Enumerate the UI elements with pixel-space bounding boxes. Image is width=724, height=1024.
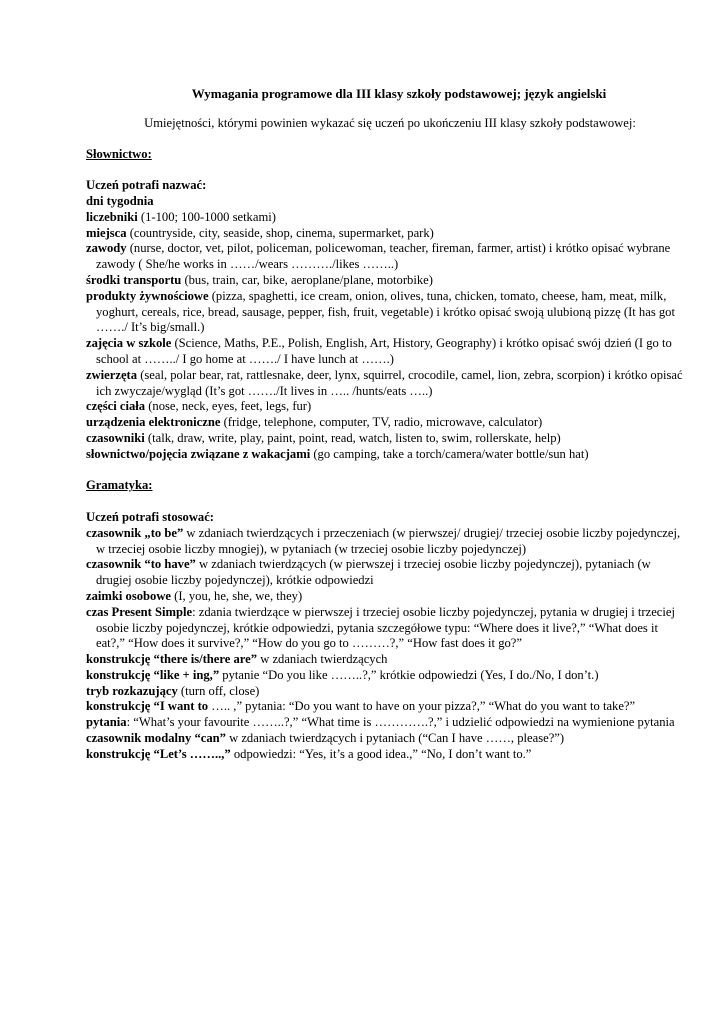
document-title: Wymagania programowe dla III klasy szkoły podstawowej; język angielski bbox=[191, 86, 607, 101]
vocab-item-days bbox=[86, 194, 686, 210]
vocabulary-lead: Uczeń potrafi nazwać: bbox=[86, 178, 207, 193]
grammar-term: czas Present Simple bbox=[86, 604, 193, 619]
vocab-term: części ciała bbox=[86, 399, 146, 414]
grammar-text: pytanie “Do you like ……..?,” krótkie odpowiedzi (Yes, I do./No, I don’t.) bbox=[219, 667, 599, 682]
grammar-item-there-is bbox=[86, 652, 686, 668]
grammar-term: zaimki osobowe bbox=[86, 588, 172, 603]
vocab-text: (nurse, doctor, vet, pilot, policeman, policewoman, teacher, fireman, farmer, artist) i krótko opisać wybrane zawody ( She/he works in ……/wears ………./likes ……..) bbox=[96, 241, 671, 272]
vocab-item-school-subjects bbox=[86, 336, 686, 368]
grammar-item-like-ing bbox=[86, 668, 686, 684]
grammar-text: odpowiedzi: “Yes, it’s a good idea.,” “No, I don’t want to.” bbox=[230, 746, 532, 761]
grammar-term: czasownik modalny “can” bbox=[86, 731, 226, 746]
section-heading-vocabulary: Słownictwo: bbox=[86, 146, 152, 161]
grammar-item-imperative bbox=[86, 684, 686, 700]
vocab-term: urządzenia elektroniczne bbox=[86, 415, 221, 430]
vocab-item-places bbox=[86, 226, 686, 242]
vocab-term: słownictwo/pojęcia związane z wakacjami bbox=[86, 446, 311, 461]
grammar-item-present-simple bbox=[86, 605, 686, 652]
grammar-item-can bbox=[86, 731, 686, 747]
vocab-term: liczebniki bbox=[86, 209, 138, 224]
vocab-term: zajęcia w szkole bbox=[86, 336, 172, 351]
vocab-item-holidays bbox=[86, 447, 686, 463]
grammar-item-questions bbox=[86, 715, 686, 731]
vocab-text: (countryside, city, seaside, shop, cinema, supermarket, park) bbox=[126, 225, 434, 240]
document-intro: Umiejętności, którymi powinien wykazać się uczeń po ukończeniu III klasy szkoły podstawowej: bbox=[144, 115, 636, 130]
section-heading-grammar: Gramatyka: bbox=[86, 478, 153, 493]
grammar-item-i-want-to bbox=[86, 699, 686, 715]
vocab-text: (pizza, spaghetti, ice cream, onion, olives, tuna, chicken, tomato, cheese, ham, meat, milk, yoghurt, cereals, rice, bread, sausage, pepper, fish, fruit, vegetable) i krótko opisać swoją ulubioną pizzę (It has got ……./ It’s big/small.) bbox=[96, 288, 675, 335]
grammar-text: w zdaniach twierdzących (w pierwszej i trzeciej osobie liczby pojedynczej), pytaniach (w drugiej osobie liczby pojedynczej), krótkie odpowiedzi bbox=[96, 557, 651, 588]
grammar-term: konstrukcję “Let’s ……..,” bbox=[86, 746, 231, 761]
grammar-text: w zdaniach twierdzących bbox=[257, 652, 388, 667]
vocab-item-electronics bbox=[86, 415, 686, 431]
vocab-item-animals bbox=[86, 368, 686, 400]
vocab-text: (bus, train, car, bike, aeroplane/plane, motorbike) bbox=[181, 272, 433, 287]
grammar-term: czasownik „to be” bbox=[86, 525, 184, 540]
spacer bbox=[86, 494, 686, 510]
vocab-text: (1-100; 100-1000 setkami) bbox=[137, 209, 276, 224]
grammar-text: (I, you, he, she, we, they) bbox=[171, 588, 303, 603]
grammar-item-lets bbox=[86, 747, 686, 763]
vocab-text: (seal, polar bear, rat, rattlesnake, deer, lynx, squirrel, crocodile, camel, lion, zebra, scorpion) i krótko opisać ich zwyczaje/wygląd (It’s got ……./It lives in ….. /hunts/eats …..) bbox=[96, 367, 683, 398]
document-page bbox=[86, 86, 686, 763]
grammar-term: pytania bbox=[86, 715, 127, 730]
spacer bbox=[86, 162, 686, 178]
grammar-text: : zdania twierdzące w pierwszej i trzeciej osobie liczby pojedynczej, pytania w drugiej i trzeciej osobie liczby pojedynczej, krótkie odpowiedzi, pytania szczegółowe typu: “Where does it live?,” “What does it eat?,” “How does it survive?,” “How do you go to ………?,” “How fast does it go?” bbox=[96, 604, 675, 651]
vocab-item-body-parts bbox=[86, 399, 686, 415]
grammar-text: (turn off, close) bbox=[177, 683, 260, 698]
vocab-text: (Science, Maths, P.E., Polish, English, Art, History, Geography) i krótko opisać swój dzień (I go to school at ……../ I go home at ……./ I have lunch at …….) bbox=[96, 336, 672, 366]
grammar-item-to-be bbox=[86, 526, 686, 558]
vocab-item-jobs bbox=[86, 241, 686, 273]
grammar-text: : “What’s your favourite ……..?,” “What time is ………….?,” i udzielić odpowiedzi na wymienione pytania bbox=[126, 715, 675, 730]
vocab-term: dni tygodnia bbox=[86, 193, 154, 208]
vocab-text: (go camping, take a torch/camera/water bottle/sun hat) bbox=[310, 446, 589, 461]
vocab-term: zwierzęta bbox=[86, 367, 138, 382]
spacer bbox=[86, 463, 686, 479]
vocab-term: produkty żywnościowe bbox=[86, 288, 209, 303]
vocab-term: zawody bbox=[86, 241, 127, 256]
grammar-text: w zdaniach twierdzących i pytaniach (“Can I have ……, please?”) bbox=[225, 731, 565, 746]
grammar-lead: Uczeń potrafi stosować: bbox=[86, 509, 215, 524]
vocab-text: (nose, neck, eyes, feet, legs, fur) bbox=[145, 399, 312, 414]
vocab-item-numbers bbox=[86, 210, 686, 226]
grammar-text: ….. ,” pytania: “Do you want to have on your pizza?,” “What do you want to take?” bbox=[208, 699, 636, 714]
grammar-term: konstrukcję “there is/there are” bbox=[86, 652, 258, 667]
grammar-term: tryb rozkazujący bbox=[86, 683, 178, 698]
grammar-item-to-have bbox=[86, 557, 686, 589]
vocab-term: środki transportu bbox=[86, 272, 182, 287]
grammar-term: konstrukcję “I want to bbox=[86, 699, 209, 714]
vocab-term: czasowniki bbox=[86, 430, 145, 445]
vocab-term: miejsca bbox=[86, 225, 127, 240]
grammar-text: w zdaniach twierdzących i przeczeniach (w pierwszej/ drugiej/ trzeciej osobie liczby pojedynczej, w trzeciej osobie liczby mnogiej), w pytaniach (w trzeciej osobie liczby pojedynczej) bbox=[96, 525, 681, 556]
grammar-item-pronouns bbox=[86, 589, 686, 605]
grammar-term: konstrukcję “like + ing,” bbox=[86, 667, 220, 682]
grammar-term: czasownik “to have” bbox=[86, 557, 196, 572]
vocab-text: (talk, draw, write, play, paint, point, read, watch, listen to, swim, rollerskate, help) bbox=[144, 430, 561, 445]
vocab-item-transport bbox=[86, 273, 686, 289]
vocab-item-verbs bbox=[86, 431, 686, 447]
vocab-item-food bbox=[86, 289, 686, 336]
vocab-text: (fridge, telephone, computer, TV, radio, microwave, calculator) bbox=[220, 415, 543, 430]
